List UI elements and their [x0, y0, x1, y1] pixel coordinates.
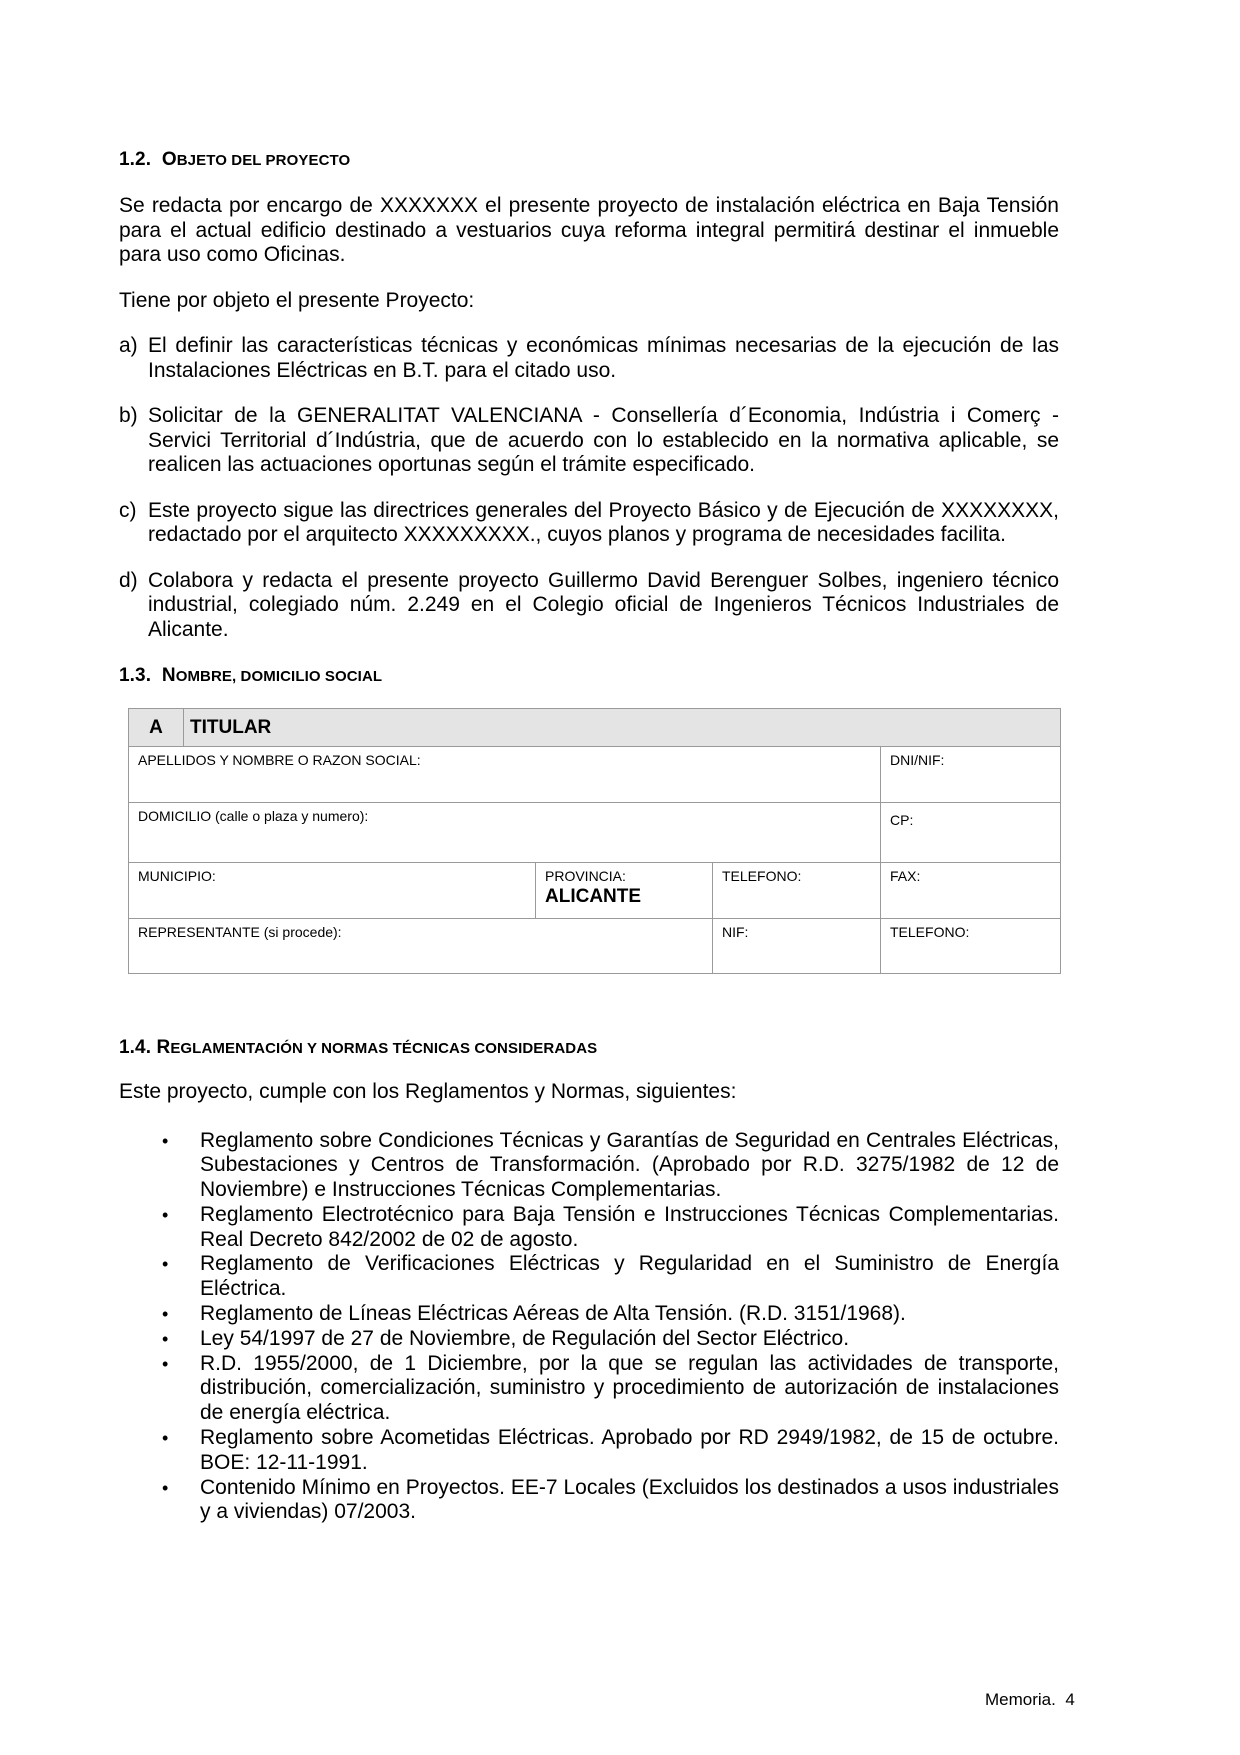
section-title-initial: R: [156, 1037, 171, 1058]
norm-text: Reglamento de Líneas Eléctricas Aéreas de Alta Tensión. (R.D. 3151/1968).: [200, 1302, 906, 1326]
bullet-icon: •: [162, 1328, 169, 1349]
list-item: [119, 1352, 1059, 1426]
field-label: TELEFONO:: [722, 868, 802, 884]
section-letter-cell: A: [129, 709, 184, 747]
section-title-initial: N: [161, 665, 176, 686]
item-label: b): [119, 404, 138, 427]
section-number: 1.2.: [119, 149, 152, 170]
bullet-icon: •: [162, 1204, 169, 1225]
section-title-rest: OMBRE, DOMICILIO SOCIAL: [175, 668, 383, 685]
norm-text: Reglamento sobre Acometidas Eléctricas. Aprobado por RD 2949/1982, de 15 de octubre. BOE: 12-11-1991.: [200, 1426, 1059, 1474]
fax-field[interactable]: [881, 863, 1061, 919]
section-heading-nombre: [119, 664, 1059, 689]
table-row: [129, 803, 1061, 863]
reglamentacion-intro-paragraph: Este proyecto, cumple con los Reglamentos y Normas, siguientes:: [119, 1080, 737, 1103]
list-item: [119, 1426, 1059, 1476]
page-content: [119, 148, 1059, 1525]
section-title-rest: BJETO DEL PROYECTO: [176, 152, 351, 169]
field-label: FAX:: [890, 868, 921, 884]
item-text: El definir las características técnicas y económicas mínimas necesarias de la ejecución de las Instalaciones Eléctricas en B.T. para el citado uso.: [148, 334, 1059, 382]
table-row: [129, 863, 1061, 919]
section-heading-objeto: [119, 148, 1059, 173]
objeto-item-a: [119, 334, 1059, 383]
titular-form-table: [128, 708, 1061, 974]
norm-text: R.D. 1955/2000, de 1 Diciembre, por la que se regulan las actividades de transporte, distribución, comercialización, suministro y procedimiento de autorización de instalaciones de energía eléctrica.: [200, 1351, 1059, 1425]
page-number: 4: [1065, 1690, 1075, 1709]
objeto-item-b: [119, 404, 1059, 478]
cp-field[interactable]: [881, 803, 1061, 863]
field-label: APELLIDOS Y NOMBRE O RAZON SOCIAL:: [138, 752, 421, 768]
municipio-field[interactable]: [129, 863, 536, 919]
field-label: PROVINCIA:: [545, 868, 626, 884]
list-item: [119, 1129, 1059, 1203]
section-title-rest: EGLAMENTACIÓN Y NORMAS TÉCNICAS CONSIDERADAS: [170, 1040, 598, 1057]
norm-text: Reglamento sobre Condiciones Técnicas y Garantías de Seguridad en Centrales Eléctricas, Subestaciones y Centros de Transformación. (Aprobado por R.D. 3275/1982 de 12 de Noviembre) e Instrucciones Técnicas Complementarias.: [200, 1128, 1059, 1202]
section-number: 1.3.: [119, 665, 152, 686]
field-label: NIF:: [722, 924, 749, 940]
rep-telefono-field[interactable]: [881, 919, 1061, 974]
item-text: Colabora y redacta el presente proyecto Guillermo David Berenguer Solbes, ingeniero técnico industrial, colegiado núm. 2.249 en el Colegio oficial de Ingenieros Técnicos Industriales de Alicante.: [148, 568, 1059, 641]
bullet-icon: •: [162, 1130, 169, 1151]
section-number: 1.4.: [119, 1037, 152, 1058]
objeto-lead-paragraph: Tiene por objeto el presente Proyecto:: [119, 288, 475, 312]
list-item: [119, 1252, 1059, 1302]
norm-text: Reglamento Electrotécnico para Baja Tensión e Instrucciones Técnicas Complementarias. Real Decreto 842/2002 de 02 de agosto.: [200, 1202, 1059, 1251]
norm-text: Ley 54/1997 de 27 de Noviembre, de Regulación del Sector Eléctrico.: [200, 1326, 850, 1350]
item-label: a): [119, 334, 138, 357]
provincia-value: ALICANTE: [545, 886, 642, 907]
objeto-item-c: [119, 499, 1059, 548]
list-item: [119, 1203, 1059, 1253]
section-title-initial: O: [161, 149, 177, 170]
norms-list: [119, 1129, 1059, 1526]
objeto-intro-paragraph: Se redacta por encargo de XXXXXXX el presente proyecto de instalación eléctrica en Baja Tensión para el actual edificio destinado a vestuarios cuya reforma integral permitirá destinar el inmueble para uso como Oficinas.: [119, 194, 1059, 266]
provincia-field[interactable]: [536, 863, 713, 919]
item-text: Solicitar de la GENERALITAT VALENCIANA - Consellería d´Economia, Indústria i Comerç - Servici Territorial d´Indústria, que de acuerdo con lo establecido en la normativa aplicable, se realicen las actuaciones oportunas según el trámite especificado.: [148, 404, 1059, 476]
field-label: TELEFONO:: [890, 924, 970, 940]
nif-field[interactable]: [713, 919, 881, 974]
page-footer: [985, 1690, 1075, 1710]
table-row: [129, 747, 1061, 803]
telefono-field[interactable]: [713, 863, 881, 919]
field-label: DOMICILIO (calle o plaza y numero):: [138, 808, 369, 824]
domicilio-field[interactable]: [129, 803, 881, 863]
norm-text: Reglamento de Verificaciones Eléctricas y Regularidad en el Suministro de Energía Eléctrica.: [200, 1252, 1059, 1301]
item-label: d): [119, 568, 138, 592]
list-item: [119, 1476, 1059, 1526]
bullet-icon: •: [162, 1254, 169, 1275]
bullet-icon: •: [162, 1353, 169, 1374]
field-label: DNI/NIF:: [890, 752, 945, 768]
bullet-icon: •: [162, 1477, 169, 1498]
field-label: REPRESENTANTE (si procede):: [138, 924, 342, 940]
section-heading-reglamentacion: [119, 1036, 1059, 1061]
dni-field[interactable]: [881, 747, 1061, 803]
field-label: MUNICIPIO:: [138, 868, 216, 884]
list-item: [119, 1302, 1059, 1327]
item-label: c): [119, 498, 137, 522]
table-header-row: [129, 709, 1061, 747]
representante-field[interactable]: [129, 919, 713, 974]
field-label: CP:: [890, 812, 914, 828]
item-text: Este proyecto sigue las directrices generales del Proyecto Básico y de Ejecución de XXXXXXXX, redactado por el arquitecto XXXXXXXXX., cuyos planos y programa de necesidades facilita.: [148, 498, 1059, 546]
bullet-icon: •: [162, 1304, 169, 1325]
section-title-cell: TITULAR: [184, 709, 1061, 747]
list-item: [119, 1327, 1059, 1352]
apellidos-field[interactable]: [129, 747, 881, 803]
bullet-icon: •: [162, 1428, 169, 1449]
footer-section-label: Memoria.: [985, 1690, 1056, 1709]
objeto-item-d: [119, 569, 1059, 643]
norm-text: Contenido Mínimo en Proyectos. EE-7 Locales (Excluidos los destinados a usos industriales y a viviendas) 07/2003.: [200, 1475, 1059, 1524]
table-row: [129, 919, 1061, 974]
